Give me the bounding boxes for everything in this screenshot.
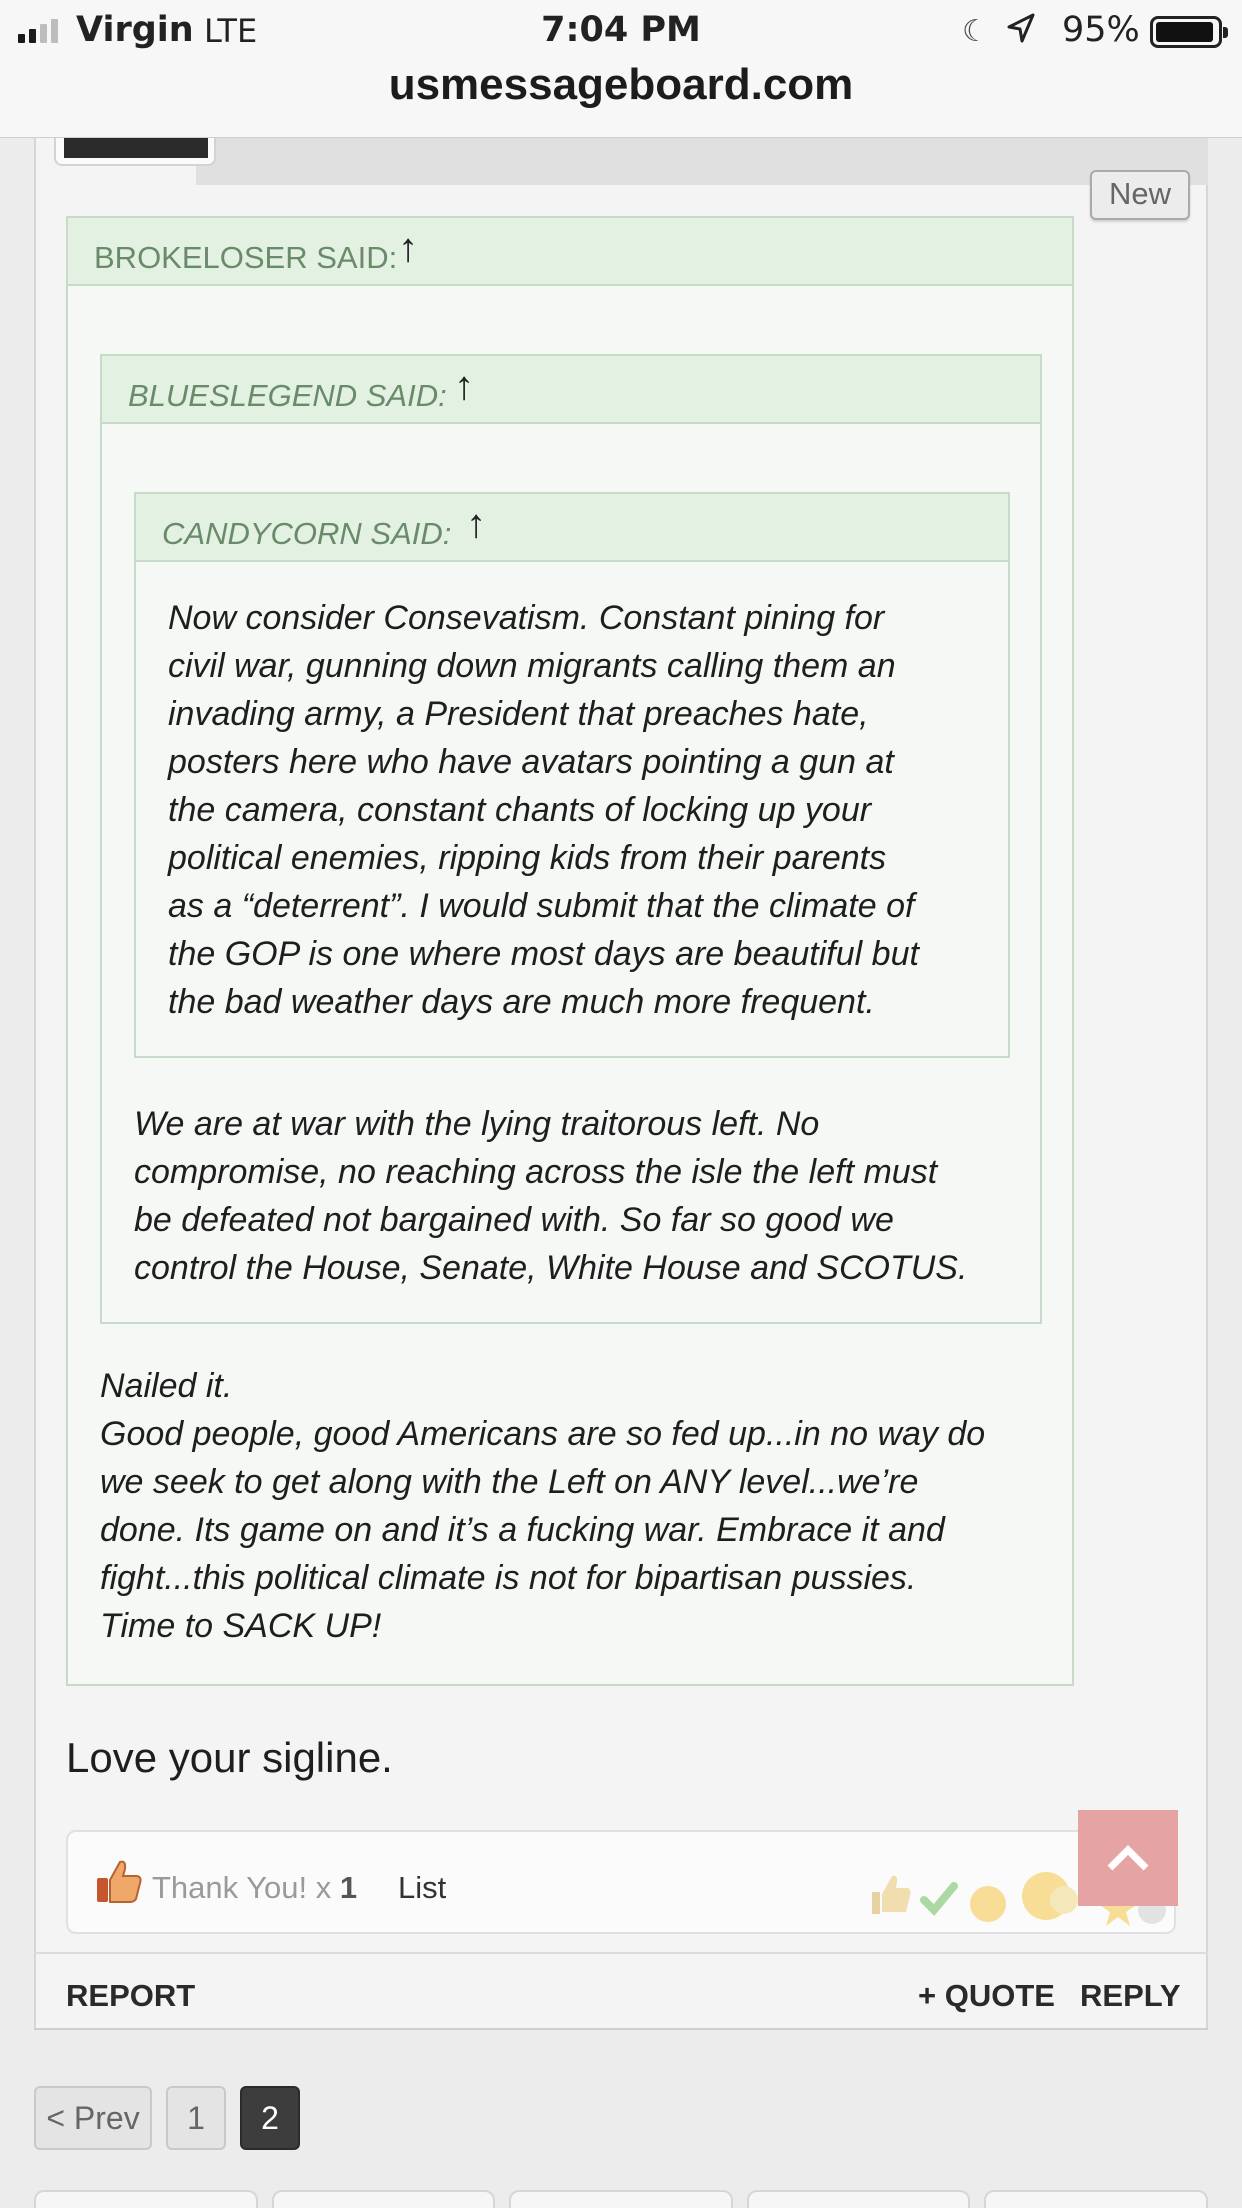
jump-to-quote-icon[interactable]: ↑	[398, 226, 418, 270]
reply-button[interactable]: REPLY	[1080, 1978, 1181, 2013]
pagination	[34, 2086, 300, 2150]
bottom-tab[interactable]	[34, 2190, 258, 2208]
thanks-multiplier: x	[315, 1870, 332, 1905]
quote-line: we seek to get along with the Left on ANY level...we’re	[100, 1463, 919, 1501]
quote-brokeloser	[66, 216, 1074, 1686]
jump-to-quote-icon[interactable]: ↑	[466, 502, 486, 546]
quote-author: BROKELOSER SAID:	[94, 240, 398, 275]
quote-line: Now consider Consevatism. Constant pining for	[168, 599, 885, 637]
page-1-button[interactable]: 1	[166, 2086, 226, 2150]
do-not-disturb-icon: ☾	[962, 14, 989, 49]
quote-line: civil war, gunning down migrants calling them an	[168, 647, 896, 685]
battery-icon	[1150, 16, 1222, 48]
quote-header[interactable]	[68, 218, 1072, 286]
quote-body	[168, 594, 998, 1026]
quote-line: control the House, Senate, White House and SCOTUS.	[134, 1249, 968, 1287]
new-badge: New	[1090, 170, 1190, 220]
quote-line: be defeated not bargained with. So far so good we	[134, 1201, 894, 1239]
scroll-to-top-button[interactable]	[1078, 1810, 1178, 1906]
location-arrow-icon	[1006, 12, 1036, 54]
thanks-label: Thank You!	[152, 1870, 308, 1905]
quote-candycorn	[134, 492, 1010, 1058]
jump-to-quote-icon[interactable]: ↑	[454, 364, 474, 408]
quote-line: compromise, no reaching across the isle the left must	[134, 1153, 938, 1191]
post-header-strip	[196, 138, 1208, 185]
quote-header[interactable]	[102, 356, 1040, 424]
quote-line: done. Its game on and it’s a fucking war. Embrace it and	[100, 1511, 945, 1549]
quote-line: the camera, constant chants of locking up your	[168, 791, 872, 829]
prev-page-button[interactable]: < Prev	[34, 2086, 152, 2150]
quote-button[interactable]: + QUOTE	[918, 1978, 1055, 2013]
bottom-tab[interactable]	[509, 2190, 733, 2208]
quote-line: political enemies, ripping kids from their parents	[168, 839, 887, 877]
smile-reaction-icon[interactable]	[970, 1886, 1006, 1922]
quote-line: posters here who have avatars pointing a gun at	[168, 743, 894, 781]
top-bar	[0, 0, 1242, 138]
quote-line: We are at war with the lying traitorous left. No	[134, 1105, 820, 1143]
quote-line: the bad weather days are much more frequent.	[168, 983, 875, 1021]
quote-line: Time to SACK UP!	[100, 1607, 382, 1645]
quote-blueslegend	[100, 354, 1042, 1324]
reactions-bar	[66, 1830, 1176, 1934]
bottom-tab[interactable]	[747, 2190, 971, 2208]
thumbs-up-reaction-icon[interactable]	[872, 1876, 911, 1914]
quote-body	[134, 1100, 1034, 1292]
thanks-summary	[152, 1870, 357, 1906]
quote-author: CANDYCORN SAID:	[162, 516, 452, 551]
thanks-count: 1	[339, 1870, 358, 1905]
page-2-button[interactable]: 2	[240, 2086, 300, 2150]
quote-line: invading army, a President that preaches hate,	[168, 695, 869, 733]
quote-header[interactable]	[136, 494, 1008, 562]
quote-line: fight...this political climate is not for bipartisan pussies.	[100, 1559, 917, 1597]
status-time: 7:04 PM	[541, 10, 701, 50]
winking-thumb-reaction-icon[interactable]	[1022, 1872, 1078, 1920]
thumbs-up-icon	[94, 1856, 144, 1906]
bottom-tab[interactable]	[272, 2190, 496, 2208]
bottom-tab[interactable]	[984, 2190, 1208, 2208]
quote-line: the GOP is one where most days are beautiful but	[168, 935, 919, 973]
quote-line: as a “deterrent”. I would submit that the climate of	[168, 887, 915, 925]
quote-author: BLUESLEGEND SAID:	[128, 378, 447, 413]
chevron-up-icon	[1106, 1844, 1150, 1872]
checkmark-reaction-icon[interactable]	[924, 1886, 954, 1910]
carrier-name: Virgin	[76, 10, 194, 50]
bottom-navigation-tabs	[34, 2190, 1208, 2208]
reaction-list-link[interactable]: List	[398, 1870, 447, 1905]
network-type: LTE	[204, 12, 258, 50]
battery-percent: 95%	[1062, 10, 1140, 50]
post-actions	[34, 1952, 1208, 2030]
quote-line: Good people, good Americans are so fed up...in no way do	[100, 1415, 986, 1453]
post-message: Love your sigline.	[66, 1734, 393, 1781]
status-bar	[0, 0, 1242, 62]
quote-body	[100, 1362, 1070, 1650]
report-button[interactable]: REPORT	[66, 1978, 196, 2013]
quote-line: Nailed it.	[100, 1367, 233, 1405]
address-bar-url[interactable]: usmessageboard.com	[388, 60, 854, 109]
battery-fill	[1156, 22, 1213, 42]
